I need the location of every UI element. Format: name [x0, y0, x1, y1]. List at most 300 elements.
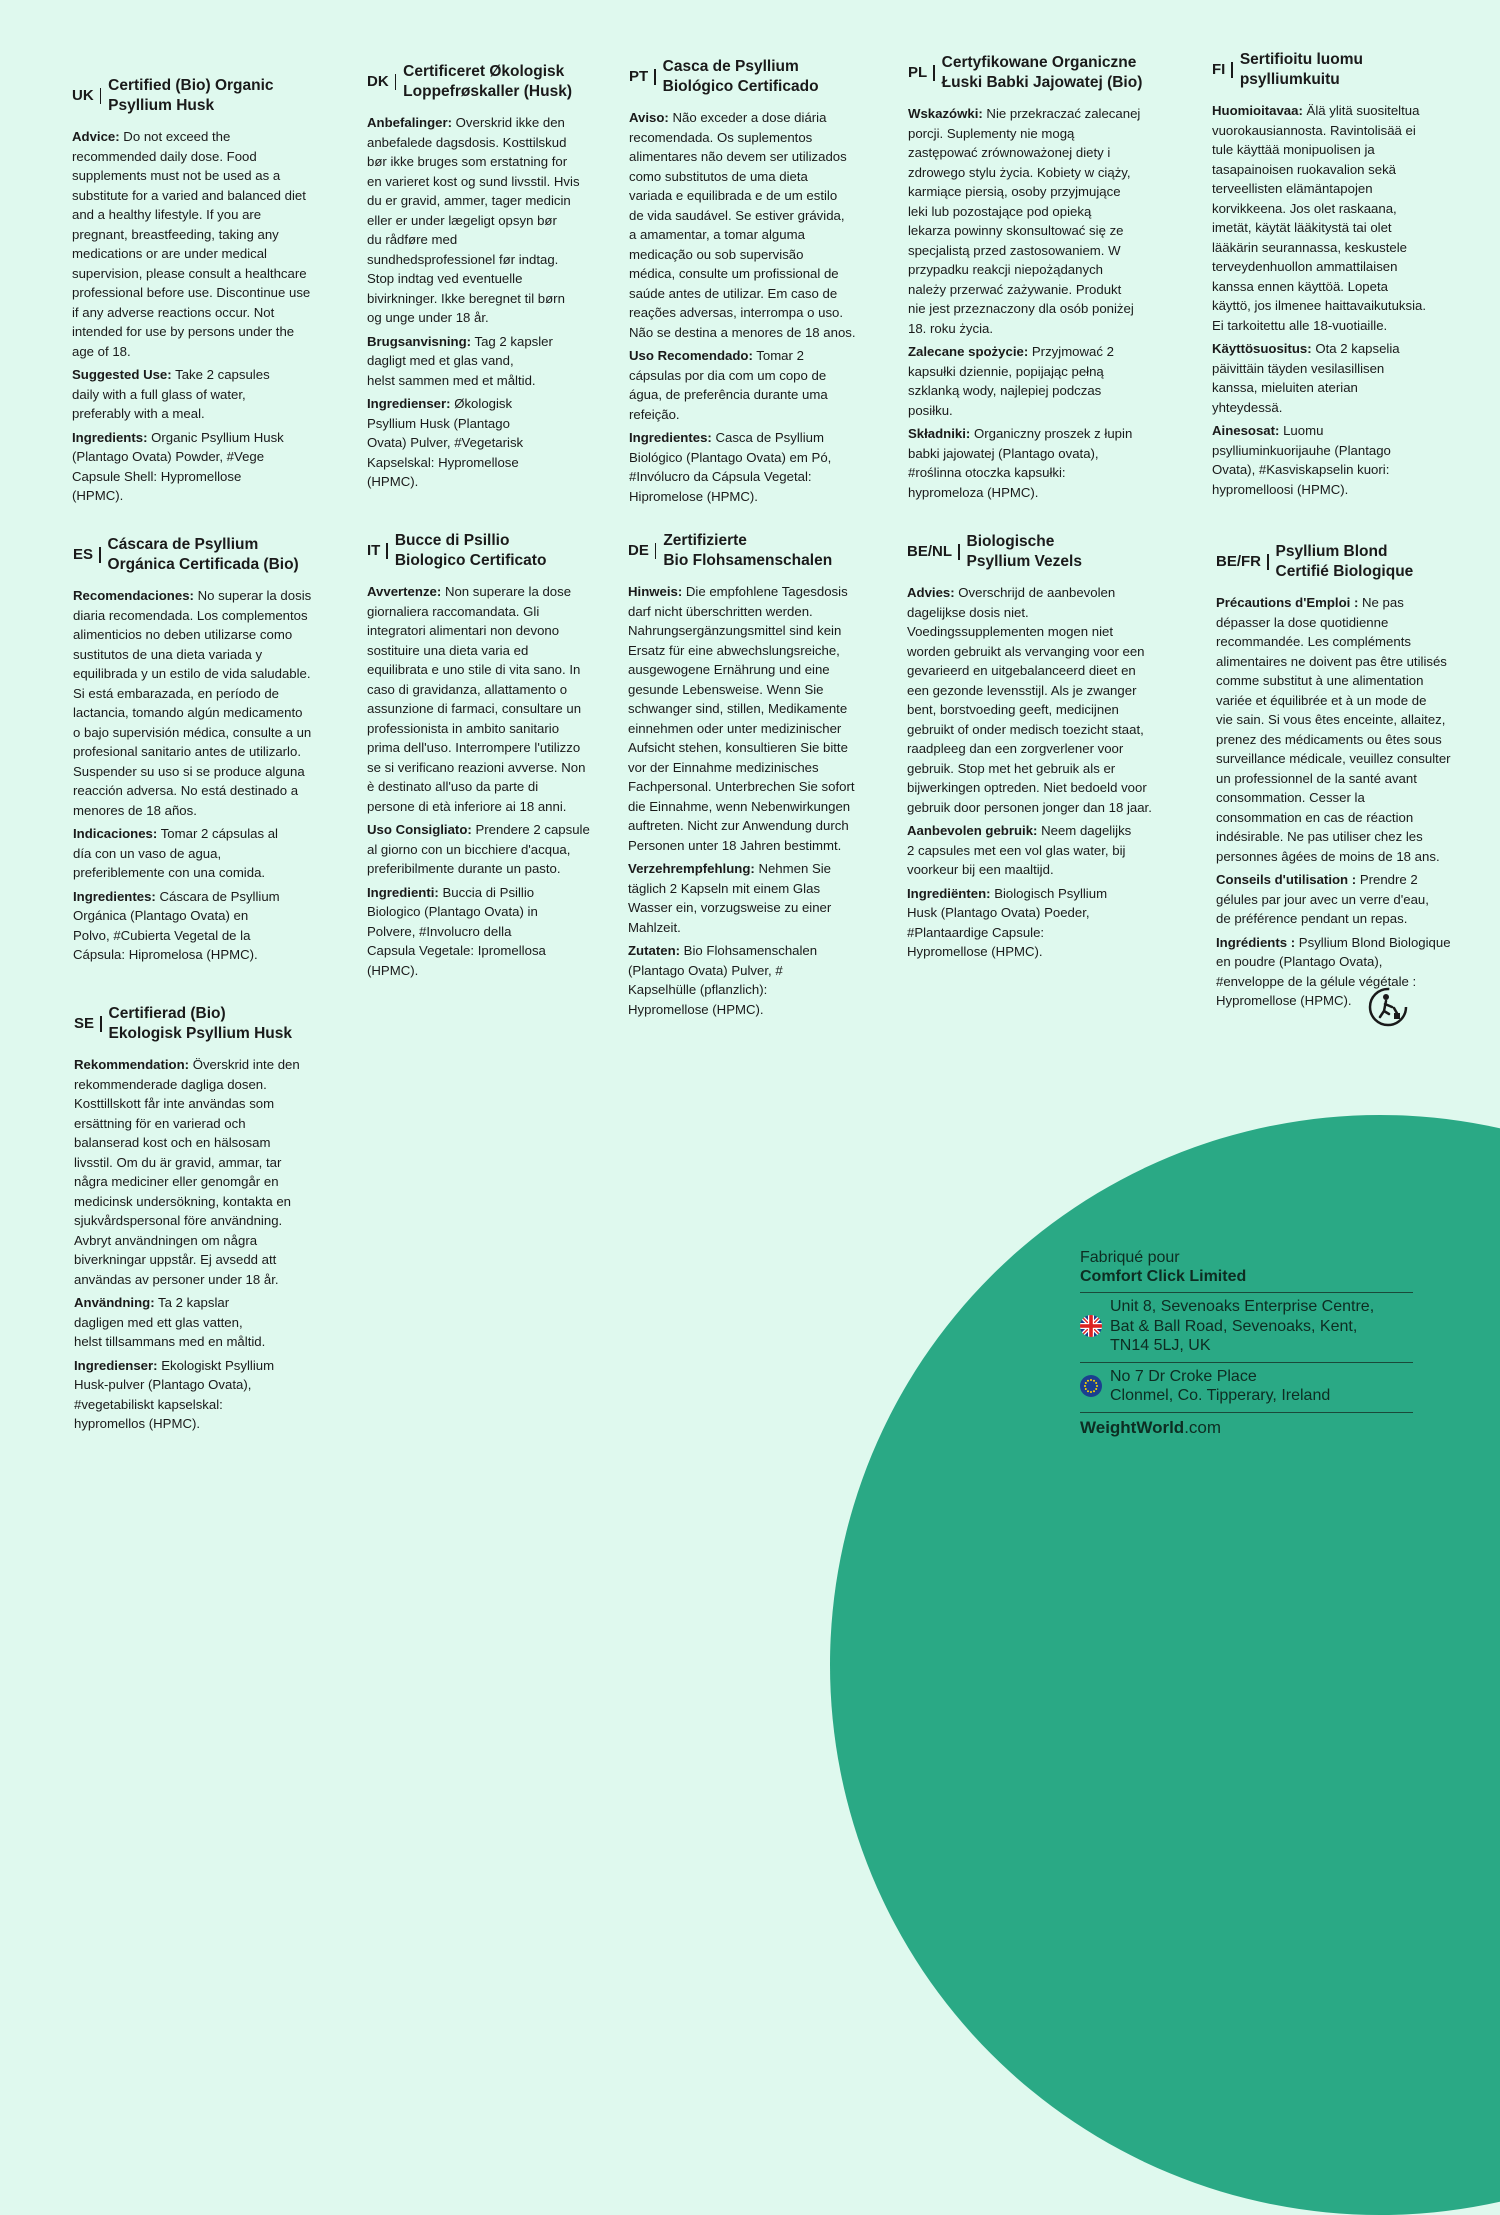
section-text: personnes âgées de moins de 18 ans. — [1216, 848, 1440, 864]
section-text: Luomu — [1279, 423, 1324, 438]
uk-flag-icon — [1080, 1315, 1102, 1337]
section-text: sostituire una dieta varia ed — [367, 642, 529, 658]
section-text: vie sain. Si vous êtes enceinte, allaitez, — [1216, 712, 1446, 727]
info-line — [367, 902, 639, 922]
section-label: Conseils d'utilisation : — [1216, 872, 1357, 887]
info-line — [908, 401, 1180, 421]
section-text: variée et équilibrée et à un mode de — [1216, 692, 1427, 708]
section-text: vor der Einnahme medizinisches — [628, 759, 819, 775]
info-line — [72, 166, 344, 186]
info-line — [367, 191, 639, 211]
info-line — [908, 463, 1180, 483]
info-line — [907, 798, 1179, 818]
section-text: Buccia di Psillio — [438, 884, 535, 900]
section-text: Husk-pulver (Plantago Ovata), — [74, 1377, 252, 1392]
section-text: Aufsicht stehen, konsultieren Sie bitte — [628, 740, 848, 755]
product-title-line: Cáscara de Psyllium — [107, 536, 259, 553]
section-text: if any adverse reactions occur. Not — [72, 304, 275, 320]
section-text: lactancia, tomando algún medicamento — [73, 705, 303, 720]
section-text: leki lub pozostające pod opieką — [908, 203, 1092, 219]
section-text: gebruik door personen jonger dan 18 jaar. — [907, 799, 1152, 815]
info-line — [907, 720, 1179, 740]
info-section — [1216, 870, 1488, 929]
section-text: dagligen med ett glas vatten, — [74, 1314, 243, 1330]
product-title-line: Psyllium Blond — [1275, 543, 1388, 560]
section-text: o bajo supervisión médica, consulte a un — [73, 724, 312, 740]
info-line — [1212, 359, 1484, 379]
info-line — [73, 645, 345, 665]
section-label: Składniki: — [908, 426, 971, 441]
section-label: Rekommendation: — [74, 1057, 190, 1072]
section-text: en poudre (Plantago Ovata), — [1216, 954, 1383, 969]
info-line — [907, 942, 1179, 962]
section-text: (HPMC). — [367, 474, 419, 489]
info-line — [367, 152, 639, 172]
info-line — [629, 428, 901, 448]
section-text: Die empfohlene Tagesdosis — [682, 584, 848, 599]
info-line — [629, 366, 901, 386]
info-line — [73, 742, 345, 762]
section-text: alimentaires ne doivent pas être utilisés — [1216, 653, 1447, 669]
divider — [654, 69, 656, 85]
eu-flag-icon — [1080, 1375, 1102, 1397]
info-line — [1212, 480, 1484, 500]
section-text: sundhedsprofessionel før indtag. — [367, 251, 559, 267]
section-text: Hipromelose (HPMC). — [629, 488, 758, 504]
section-text: anbefalede dagsdosis. Kosttilskud — [367, 134, 567, 150]
section-label: Aviso: — [629, 110, 669, 125]
info-line — [73, 926, 345, 946]
info-line — [1212, 378, 1484, 398]
info-line — [907, 603, 1179, 623]
section-text: Nehmen Sie — [754, 861, 832, 876]
info-line — [367, 641, 639, 661]
section-label: Ainesosat: — [1212, 423, 1280, 438]
section-text: a amamentar, a tomar alguma — [629, 227, 805, 242]
info-line — [73, 625, 345, 645]
section-text: gebruik. Stop met het gebruik als er — [907, 760, 1116, 776]
section-text: Bio Flohsamenschalen — [680, 943, 818, 958]
block-header — [907, 532, 1179, 571]
info-line — [629, 206, 901, 226]
uk-address-line: TN14 5LJ, UK — [1110, 1337, 1211, 1354]
info-line — [1216, 952, 1488, 972]
section-text: Prendere 2 capsule — [471, 822, 590, 837]
info-section — [73, 887, 345, 965]
section-text: dagligt med et glas vand, — [367, 353, 514, 368]
section-text: zdrowego stylu życia. Kobiety w ciąży, — [908, 164, 1131, 180]
language-code: SE — [74, 1015, 95, 1032]
block-be-nl — [907, 532, 1179, 966]
section-text: terveellisten elämäntapojen — [1212, 181, 1373, 196]
info-line — [628, 898, 900, 918]
info-line — [367, 922, 639, 942]
info-section — [908, 424, 1180, 502]
divider — [933, 65, 935, 81]
info-line — [367, 961, 639, 981]
tidyman-recycle-icon — [1367, 986, 1409, 1028]
info-line — [74, 1153, 346, 1173]
section-text: Tomar 2 — [752, 348, 804, 363]
section-text: karmiące piersią, osoby przyjmujące — [908, 184, 1121, 199]
info-line — [907, 841, 1179, 861]
info-line — [907, 821, 1179, 841]
info-line — [908, 182, 1180, 202]
section-text: Avbryt användningen om några — [74, 1232, 258, 1248]
info-line — [74, 1192, 346, 1212]
language-code: DK — [367, 73, 389, 90]
product-title — [108, 76, 273, 115]
block-header — [908, 53, 1180, 92]
section-text: è destinato all'uso da parte di — [367, 779, 539, 794]
info-section — [628, 859, 900, 937]
block-dk — [367, 62, 639, 496]
info-line — [628, 738, 900, 758]
divider — [1231, 62, 1233, 78]
section-text: Capsule Shell: Hypromellose — [72, 468, 242, 484]
section-text: raadpleeg dan een zorgverlener voor — [907, 741, 1124, 756]
section-text: porcji. Suplementy nie mogą — [908, 125, 1075, 141]
section-text: equilibrata e uno stile di vita sano. In — [367, 662, 581, 677]
section-text: refeição. — [629, 406, 680, 422]
info-section — [907, 821, 1179, 880]
language-code: PT — [629, 68, 649, 85]
block-fi — [1212, 50, 1484, 503]
info-section — [72, 428, 344, 506]
divider — [655, 543, 657, 559]
section-text: integratori alimentari non devono — [367, 623, 560, 638]
info-line — [72, 205, 344, 225]
section-text: Økologisk — [450, 396, 513, 411]
section-text: Casca de Psyllium — [711, 430, 824, 445]
section-text: reacción adversa. No está destinado a — [73, 783, 299, 798]
info-line — [908, 299, 1180, 319]
section-text: Husk (Plantago Ovata) Poeder, — [907, 905, 1090, 920]
info-line — [74, 1250, 346, 1270]
info-line — [73, 762, 345, 782]
info-line — [1212, 421, 1484, 441]
info-line — [367, 777, 639, 797]
section-text: daily with a full glass of water, — [72, 386, 246, 402]
section-text: babki jajowatej (Plantago ovata), — [908, 445, 1099, 461]
section-text: ausgewogene Ernährung und eine — [628, 662, 830, 677]
section-text: alimenticios no deben utilizarse como — [73, 627, 293, 642]
info-line — [367, 472, 639, 492]
info-line — [628, 660, 900, 680]
section-label: Recomendaciones: — [73, 588, 194, 603]
section-text: medicação ou sob supervisão — [629, 246, 804, 262]
section-text: kanssa, mieluiten aterian — [1212, 380, 1358, 395]
info-line — [907, 903, 1179, 923]
info-line — [367, 621, 639, 641]
info-line — [908, 163, 1180, 183]
section-text: rekommenderade dagliga dosen. — [74, 1076, 267, 1092]
info-line — [628, 719, 900, 739]
section-text: Kosttillskott får inte användas som — [74, 1096, 275, 1111]
section-text: consommation en cas de réaction — [1216, 809, 1414, 825]
section-text: posiłku. — [908, 402, 953, 418]
section-text: comme substitut à une alimentation — [1216, 673, 1424, 688]
info-line — [1216, 769, 1488, 789]
section-text: specjalistą przed zastosowaniem. W — [908, 242, 1121, 258]
section-text: Si está embarazada, en período de — [73, 685, 280, 701]
website-domain: .com — [1184, 1417, 1222, 1437]
section-text: psylliuminkuorijauhe (Plantago — [1212, 442, 1391, 458]
section-text: gesunde Lebensweise. Wenn Sie — [628, 681, 824, 697]
info-line — [367, 758, 639, 778]
section-text: lääkärin seurannassa, keskustele — [1212, 239, 1407, 255]
info-line — [74, 1414, 346, 1434]
section-text: Hypromellose (HPMC). — [1216, 993, 1352, 1008]
section-text: die Einnahme, wenn Nebenwirkungen — [628, 798, 851, 814]
info-line — [367, 211, 639, 231]
product-title — [1240, 50, 1363, 89]
product-title-line: Bucce di Psillio — [394, 532, 510, 549]
section-text: ersättning för en varierad och — [74, 1115, 246, 1131]
manufacturer-footer — [1080, 1248, 1413, 1439]
info-line — [907, 860, 1179, 880]
info-line — [73, 863, 345, 883]
section-text: dagelijkse dosis niet. — [907, 604, 1029, 620]
section-text: preferably with a meal. — [72, 406, 205, 421]
section-label: Suggested Use: — [72, 367, 172, 382]
info-section — [367, 332, 639, 391]
section-text: Psyllium Husk (Plantago — [367, 415, 510, 431]
section-label: Advice: — [72, 129, 120, 144]
section-label: Avvertenze: — [367, 584, 442, 599]
info-section — [908, 104, 1180, 338]
info-line — [1216, 870, 1488, 890]
uk-address-row — [1080, 1292, 1413, 1356]
info-line — [367, 172, 639, 192]
product-title-line: Psyllium Vezels — [966, 552, 1082, 570]
section-text: caso di gravidanza, allattamento o — [367, 681, 568, 697]
uk-address — [1110, 1297, 1374, 1356]
block-se — [74, 1004, 346, 1438]
product-title-line: Biologico Certificato — [394, 551, 547, 569]
info-line — [628, 859, 900, 879]
info-line — [72, 467, 344, 487]
info-line — [1216, 890, 1488, 910]
info-line — [73, 664, 345, 684]
section-label: Précautions d'Emploi : — [1216, 595, 1359, 610]
info-line — [73, 801, 345, 821]
block-header — [1212, 50, 1484, 89]
info-line — [629, 225, 901, 245]
section-text: yhteydessä. — [1212, 399, 1283, 415]
info-line — [908, 104, 1180, 124]
section-text: Polvere, #Involucro della — [367, 923, 512, 939]
info-line — [74, 1270, 346, 1290]
info-line — [1212, 179, 1484, 199]
section-label: Ingredientes: — [629, 430, 712, 445]
section-text: Não se destina a menores de 18 anos. — [629, 324, 856, 340]
info-line — [74, 1172, 346, 1192]
info-section — [908, 342, 1180, 420]
info-line — [367, 883, 639, 903]
section-text: hypromelloosi (HPMC). — [1212, 481, 1349, 497]
block-header — [367, 62, 639, 101]
info-line — [73, 906, 345, 926]
info-line — [907, 739, 1179, 759]
info-line — [907, 923, 1179, 943]
section-text: szklanką wody, najlepiej podczas — [908, 383, 1102, 398]
section-text: dépasser la dose quotidienne — [1216, 614, 1389, 630]
info-section — [1212, 339, 1484, 417]
section-text: worden gebruikt als vervanging voor een — [907, 643, 1145, 659]
info-section — [629, 428, 901, 506]
info-line — [72, 303, 344, 323]
section-label: Uso Consigliato: — [367, 822, 472, 837]
block-header — [367, 531, 639, 570]
language-code: PL — [908, 64, 928, 81]
info-line — [1216, 710, 1488, 730]
info-section — [72, 127, 344, 361]
section-text: Nahrungsergänzungsmittel sind kein — [628, 623, 842, 638]
product-title-line: Certifié Biologique — [1275, 562, 1414, 580]
eu-address — [1110, 1367, 1330, 1406]
block-uk — [72, 76, 344, 510]
product-title-line: Certyfikowane Organiczne — [941, 54, 1137, 71]
section-text: du rådføre med — [367, 232, 458, 247]
info-line — [628, 961, 900, 981]
info-line — [74, 1211, 346, 1231]
section-text: vuorokausiannosta. Ravintolisää ei — [1212, 122, 1416, 138]
info-line — [72, 447, 344, 467]
section-text: substitute for a varied and balanced diet — [72, 187, 306, 203]
info-line — [1216, 991, 1488, 1011]
section-text: reações adversas, interrompa o uso. — [629, 305, 844, 320]
section-text: alimentares não devem ser utilizados — [629, 149, 847, 164]
info-line — [1216, 652, 1488, 672]
section-text: surveillance médicale, veuillez consulter — [1216, 751, 1451, 766]
info-line — [74, 1133, 346, 1153]
product-title — [108, 535, 299, 574]
info-line — [629, 245, 901, 265]
section-text: medications or are under medical — [72, 246, 267, 261]
block-header — [1216, 542, 1488, 581]
info-line — [629, 128, 901, 148]
info-line — [367, 840, 639, 860]
info-section — [367, 113, 639, 328]
info-line — [367, 582, 639, 602]
section-text: médica, consulte um profissional de — [629, 266, 839, 281]
info-line — [907, 642, 1179, 662]
section-label: Indicaciones: — [73, 826, 158, 841]
info-line — [908, 424, 1180, 444]
info-line — [1216, 847, 1488, 867]
section-text: No superar la dosis — [193, 588, 312, 603]
section-text: de préférence pendant un repas. — [1216, 911, 1408, 926]
info-line — [367, 269, 639, 289]
section-text: należy przerwać zażywanie. Produkt — [908, 281, 1122, 297]
section-text: variada e equilibrada e de um estilo — [629, 188, 838, 203]
product-title — [109, 1004, 292, 1043]
section-text: balanserad kost och en hälsosam — [74, 1135, 271, 1150]
section-text: Psyllium Blond Biologique — [1295, 934, 1451, 950]
section-text: schwanger sind, stillen, Medikamente — [628, 701, 848, 716]
info-section — [1216, 933, 1488, 1011]
info-line — [1216, 749, 1488, 769]
uk-address-line: Unit 8, Sevenoaks Enterprise Centre, — [1110, 1298, 1375, 1315]
section-text: pregnant, breastfeeding, taking any — [72, 226, 279, 242]
section-text: imetät, käytät lääkitystä tai olet — [1212, 220, 1392, 235]
website-url[interactable] — [1080, 1412, 1413, 1439]
section-label: Uso Recomendado: — [629, 348, 753, 363]
section-text: Ovata), #Kasviskapselin kuori: — [1212, 462, 1390, 477]
info-section — [74, 1055, 346, 1289]
section-text: Overschrijd de aanbevolen — [954, 585, 1116, 600]
section-text: Ei tarkoitettu alle 18-vuotiaille. — [1212, 317, 1388, 333]
info-line — [1216, 909, 1488, 929]
section-text: einnehmen oder unter medizinischer — [628, 720, 842, 736]
info-line — [1212, 238, 1484, 258]
info-line — [908, 362, 1180, 382]
section-text: Ne pas — [1358, 595, 1404, 610]
product-title-line: Casca de Psyllium — [662, 58, 799, 75]
block-be-fr — [1216, 542, 1488, 1015]
info-line — [1212, 121, 1484, 141]
section-text: Do not exceed the — [119, 129, 231, 144]
info-line — [628, 918, 900, 938]
section-text: Capsula Vegetale: Ipromellosa — [367, 943, 546, 958]
info-line — [1212, 296, 1484, 316]
info-section — [907, 583, 1179, 817]
section-text: kapsułki dziennie, popijając pełną — [908, 363, 1104, 379]
info-line — [1216, 827, 1488, 847]
section-text: sustitutos de una dieta variada y — [73, 646, 263, 662]
info-line — [367, 371, 639, 391]
product-title — [1276, 542, 1414, 581]
section-text: Overskrid ikke den — [452, 115, 565, 130]
section-text: Nie przekraczać zalecanej — [982, 106, 1141, 121]
block-header — [629, 57, 901, 96]
language-code: DE — [628, 542, 649, 559]
section-text: #enveloppe de la gélule végétale : — [1216, 973, 1417, 989]
section-text: professional before use. Discontinue use — [72, 285, 311, 300]
product-title-line: Łuski Babki Jajowatej (Bio) — [941, 73, 1143, 91]
company-name: Comfort Click Limited — [1080, 1268, 1247, 1285]
info-section — [73, 824, 345, 883]
info-line — [1212, 441, 1484, 461]
info-line — [907, 778, 1179, 798]
section-text: equilibrada y un estilo de vida saludable. — [73, 666, 311, 681]
divider — [395, 74, 397, 90]
section-text: professionista in ambito sanitario — [367, 720, 560, 736]
section-text: Stop indtag ved eventuelle — [367, 271, 523, 286]
info-line — [907, 583, 1179, 603]
info-line — [367, 308, 639, 328]
info-line — [1216, 691, 1488, 711]
info-line — [367, 797, 639, 817]
section-text: (HPMC). — [72, 488, 124, 503]
info-line — [73, 781, 345, 801]
info-line — [908, 280, 1180, 300]
section-label: Brugsanvisning: — [367, 333, 472, 349]
info-line — [1212, 199, 1484, 219]
info-line — [74, 1356, 346, 1376]
info-line — [1216, 730, 1488, 750]
section-text: profesional sanitario antes de utilizarlo. — [73, 744, 301, 759]
section-text: Cáscara de Psyllium — [155, 888, 280, 904]
info-line — [907, 681, 1179, 701]
info-line — [72, 365, 344, 385]
product-title — [967, 532, 1082, 571]
eu-address-line: No 7 Dr Croke Place — [1110, 1367, 1257, 1385]
section-text: Biológico (Plantago Ovata) em Pó, — [629, 449, 832, 465]
section-text: 18. roku życia. — [908, 320, 994, 336]
section-text: du er gravid, ammer, tager medicin — [367, 193, 571, 208]
